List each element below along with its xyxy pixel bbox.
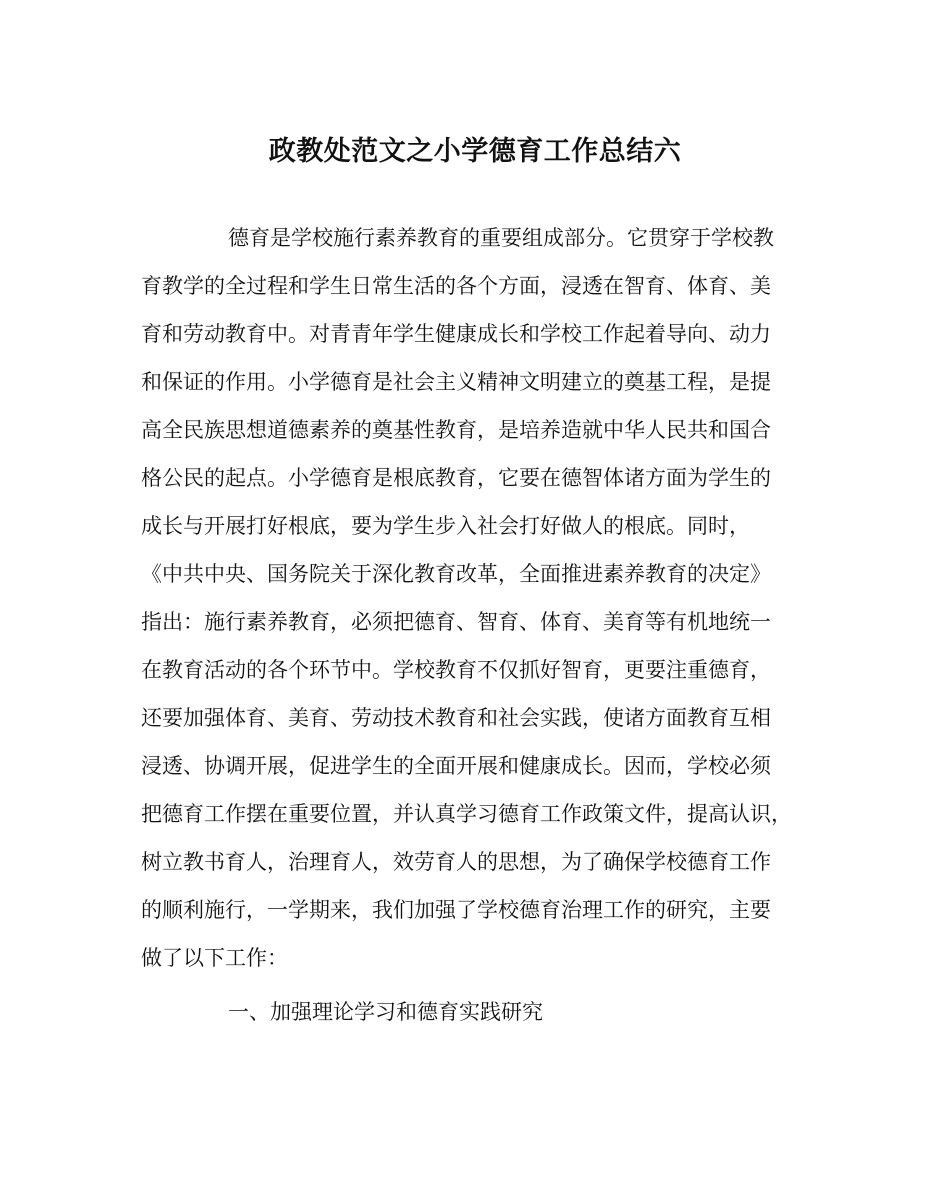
paragraph-line: 浸透、协调开展，促进学生的全面开展和健康成长。因而，学校必须 (141, 754, 771, 778)
paragraph-line: 和保证的作用。小学德育是社会主义精神文明建立的奠基工程，是提 (141, 370, 771, 394)
paragraph-line: 的顺利施行，一学期来，我们加强了学校德育治理工作的研究，主要 (141, 898, 771, 922)
paragraph-line: 在教育活动的各个环节中。学校教育不仅抓好智育，更要注重德育， (141, 658, 771, 682)
paragraph-line: 德育是学校施行素养教育的重要组成部分。它贯穿于学校教 (228, 226, 774, 250)
section-heading: 一、加强理论学习和德育实践研究 (228, 1000, 543, 1024)
paragraph-line: 把德育工作摆在重要位置，并认真学习德育工作政策文件，提高认识， (141, 802, 792, 826)
paragraph-line: 育和劳动教育中。对青青年学生健康成长和学校工作起着导向、动力 (141, 322, 771, 346)
paragraph-line: 指出：施行素养教育，必须把德育、智育、体育、美育等有机地统一 (141, 610, 771, 634)
paragraph-line: 树立教书育人，治理育人，效劳育人的思想，为了确保学校德育工作 (141, 850, 771, 874)
paragraph-line: 还要加强体育、美育、劳动技术教育和社会实践，使诸方面教育互相 (141, 706, 771, 730)
paragraph-line: 格公民的起点。小学德育是根底教育，它要在德智体诸方面为学生的 (141, 466, 771, 490)
paragraph-line: 成长与开展打好根底，要为学生步入社会打好做人的根底。同时， (141, 514, 750, 538)
paragraph-line: 《中共中央、国务院关于深化教育改革，全面推进素养教育的决定》 (141, 562, 771, 586)
document-title: 政教处范文之小学德育工作总结六 (268, 136, 682, 167)
paragraph-line: 育教学的全过程和学生日常生活的各个方面，浸透在智育、体育、美 (141, 274, 771, 298)
paragraph-line: 做了以下工作： (141, 946, 288, 970)
paragraph-line: 高全民族思想道德素养的奠基性教育，是培养造就中华人民共和国合 (141, 418, 771, 442)
